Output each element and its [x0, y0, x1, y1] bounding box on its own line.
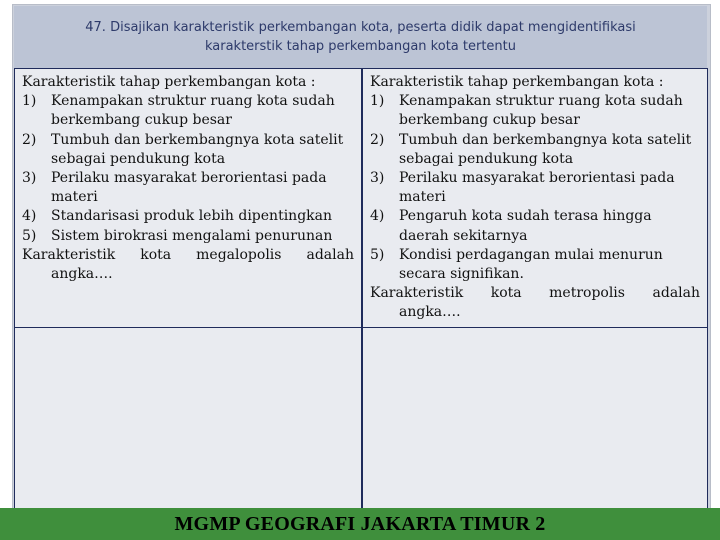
list-item [22, 227, 354, 246]
right-answer-blank: angka…. [399, 304, 461, 321]
list-item [370, 169, 700, 207]
right-option-cell [362, 68, 708, 328]
right-characteristics-list [370, 92, 700, 284]
list-item [22, 92, 354, 130]
item-number: 4) [370, 208, 385, 225]
header-line-1: 47. Disajikan karakteristik perkembangan kota, peserta didik dapat mengidentifikasi [85, 20, 636, 35]
item-text: Sistem birokrasi mengalami penurunan [51, 227, 333, 244]
right-empty-cell [362, 327, 708, 509]
list-item [370, 92, 700, 130]
item-number: 1) [22, 93, 37, 110]
list-item [370, 131, 700, 169]
item-text: Kenampakan struktur ruang kota sudah berkembang cukup besar [51, 93, 335, 129]
item-number: 5) [370, 246, 385, 263]
list-item [22, 169, 354, 207]
item-text: Pengaruh kota sudah terasa hingga daerah sekitarnya [399, 208, 652, 244]
item-number: 3) [370, 170, 385, 187]
item-text: Kenampakan struktur ruang kota sudah berkembang cukup besar [399, 93, 683, 129]
left-empty-cell [14, 327, 362, 509]
question-header [14, 6, 707, 68]
list-item [22, 131, 354, 169]
item-text: Perilaku masyarakat berorientasi pada materi [51, 170, 327, 206]
header-line-2: karakterstik tahap perkembangan kota tertentu [204, 39, 517, 54]
item-number: 2) [22, 131, 37, 148]
item-text: Perilaku masyarakat berorientasi pada materi [399, 170, 675, 206]
footer-bar [0, 508, 720, 540]
left-question: Karakteristik kota megalopolis adalah [22, 246, 354, 263]
item-text: Tumbuh dan berkembangnya kota satelit sebagai pendukung kota [51, 131, 344, 167]
item-text: Standarisasi produk lebih dipentingkan [51, 208, 332, 225]
left-intro: Karakteristik tahap perkembangan kota : [22, 74, 316, 90]
item-number: 5) [22, 227, 37, 244]
item-number: 3) [22, 170, 37, 187]
footer-text: MGMP GEOGRAFI JAKARTA TIMUR 2 [174, 512, 546, 535]
item-text: Tumbuh dan berkembangnya kota satelit sebagai pendukung kota [399, 131, 692, 167]
item-number: 4) [22, 208, 37, 225]
list-item [22, 207, 354, 226]
item-number: 1) [370, 93, 385, 110]
list-item [370, 246, 700, 284]
left-characteristics-list [22, 92, 354, 246]
left-option-cell [14, 68, 362, 328]
item-text: Kondisi perdagangan mulai menurun secara signifikan. [399, 246, 663, 283]
right-intro: Karakteristik tahap perkembangan kota : [370, 74, 664, 90]
list-item [370, 207, 700, 245]
item-number: 2) [370, 131, 385, 148]
left-answer-blank: angka…. [51, 266, 113, 283]
right-question: Karakteristik kota metropolis adalah [370, 285, 700, 302]
